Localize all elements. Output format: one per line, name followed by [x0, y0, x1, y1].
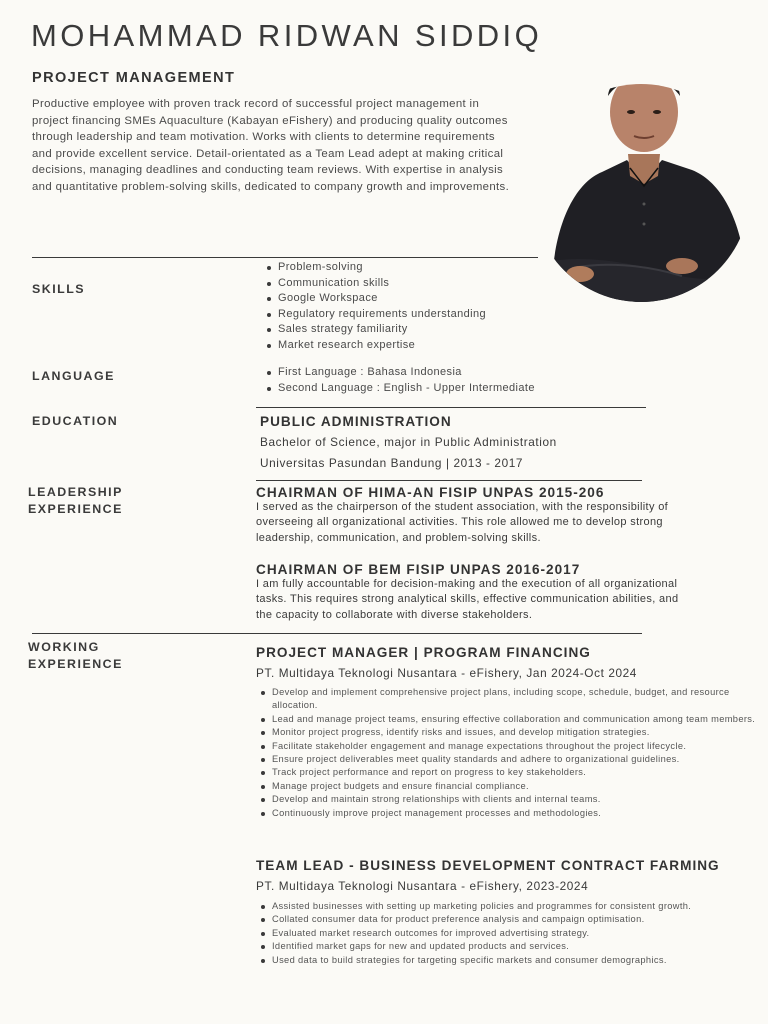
education-degree: Bachelor of Science, major in Public Administration — [260, 435, 557, 449]
job-bullets — [256, 900, 760, 967]
list-item: Evaluated market research outcomes for improved advertising strategy. — [272, 927, 760, 940]
language-list — [262, 365, 598, 396]
leadership-label-line2: EXPERIENCE — [28, 501, 123, 516]
job-title: TEAM LEAD - BUSINESS DEVELOPMENT CONTRACT FARMING — [256, 858, 720, 873]
job-title: PROJECT MANAGER | PROGRAM FINANCING — [256, 645, 591, 660]
job-company: PT. Multidaya Teknologi Nusantara - eFishery, 2023-2024 — [256, 879, 589, 893]
description-line: tasks. This requires strong analytical skills, effective communication abilities, and — [256, 593, 679, 606]
resume-name: MOHAMMAD RIDWAN SIDDIQ — [31, 18, 543, 53]
list-item: Identified market gaps for new and updated products and services. — [272, 940, 760, 953]
description-line: leadership, communication, and problem-solving skills. — [256, 531, 541, 544]
working-label-line2: EXPERIENCE — [28, 656, 123, 671]
list-item: First Language : Bahasa Indonesia — [278, 365, 598, 381]
education-school: Universitas Pasundan Bandung | 2013 - 2017 — [260, 456, 524, 470]
summary-paragraph: Productive employee with proven track record of successful project management in project financing SMEs Aquaculture (Kabayan eFishery) and producing quality outcomes through leadership and team motivation. Works with clients to determine requirements and provide excellent service. Detail-orientated as a Team Lead adept at making critical decisions, managing deadlines and conducting team reviews. With expertise in analysis and quantitative problem-solving skills, dedicated to company growth and improvements. — [32, 98, 510, 193]
description-line: I am fully accountable for decision-making and the execution of all organizational — [256, 578, 678, 590]
divider — [32, 257, 538, 258]
skills-label: SKILLS — [32, 282, 86, 296]
education-title: PUBLIC ADMINISTRATION — [260, 414, 452, 429]
divider — [256, 407, 646, 408]
leadership-label-line1: LEADERSHIP — [28, 485, 123, 499]
job-company: PT. Multidaya Teknologi Nusantara - eFishery, Jan 2024-Oct 2024 — [256, 666, 637, 680]
list-item: Lead and manage project teams, ensuring effective collaboration and communication among team members. — [272, 713, 760, 726]
list-item: Google Workspace — [278, 291, 578, 307]
leadership-label — [28, 484, 123, 517]
list-item: Track project performance and report on progress to key stakeholders. — [272, 766, 760, 779]
divider — [256, 480, 642, 481]
divider — [32, 633, 642, 634]
list-item: Regulatory requirements understanding — [278, 307, 578, 323]
working-label — [28, 639, 123, 672]
list-item: Continuously improve project management processes and methodologies. — [272, 807, 760, 820]
language-label: LANGUAGE — [32, 369, 115, 383]
education-label: EDUCATION — [32, 414, 119, 428]
list-item: Develop and maintain strong relationships with clients and internal teams. — [272, 793, 760, 806]
list-item: Assisted businesses with setting up marketing policies and programmes for consistent growth. — [272, 900, 760, 913]
leadership-entry-title: CHAIRMAN OF BEM FISIP UNPAS 2016-2017 — [256, 562, 581, 577]
list-item: Develop and implement comprehensive project plans, including scope, schedule, budget, and resource allocation. — [272, 686, 760, 713]
leadership-entry-description — [256, 500, 736, 546]
description-line: the capacity to collaborate with diverse stakeholders. — [256, 608, 533, 621]
list-item: Ensure project deliverables meet quality standards and adhere to organizational guidelines. — [272, 753, 760, 766]
skills-list — [262, 260, 578, 353]
list-item: Second Language : English - Upper Intermediate — [278, 381, 598, 397]
description-line: I served as the chairperson of the student association, with the responsibility of — [256, 501, 669, 513]
list-item: Problem-solving — [278, 260, 578, 276]
list-item: Used data to build strategies for targeting specific markets and consumer demographics. — [272, 954, 760, 967]
description-line: overseeing all organizational activities. This role allowed me to develop strong — [256, 516, 663, 529]
list-item: Facilitate stakeholder engagement and manage expectations throughout the project lifecycle. — [272, 740, 760, 753]
list-item: Collated consumer data for product preference analysis and campaign optimisation. — [272, 913, 760, 926]
working-label-line1: WORKING — [28, 640, 100, 654]
list-item: Monitor project progress, identify risks and issues, and develop mitigation strategies. — [272, 726, 760, 739]
job-bullets — [256, 686, 760, 820]
list-item: Communication skills — [278, 276, 578, 292]
list-item: Sales strategy familiarity — [278, 322, 578, 338]
list-item: Manage project budgets and ensure financial compliance. — [272, 780, 760, 793]
leadership-entry-title: CHAIRMAN OF HIMA-AN FISIP UNPAS 2015-206 — [256, 485, 605, 500]
leadership-entry-description — [256, 577, 736, 623]
resume-subtitle: PROJECT MANAGEMENT — [32, 70, 236, 86]
list-item: Market research expertise — [278, 338, 578, 354]
